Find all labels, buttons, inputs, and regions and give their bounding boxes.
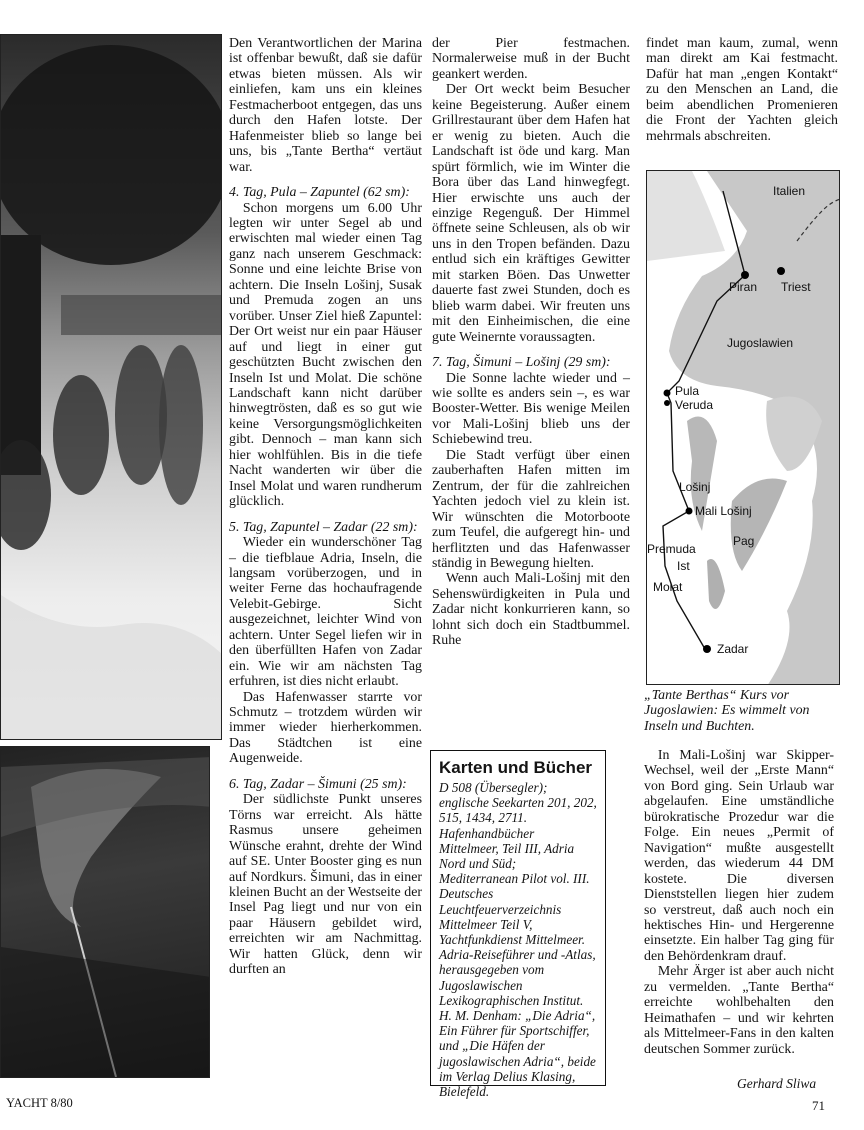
paragraph: Die Stadt verfügt über einen zauberhaften Hafen mitten im Zentrum, der für die zahlreichen Yachten jedoch viel zu klein ist. Wir wünschten die Motorboote zum Teufel, die aufgeregt hin- und herflitzten und das Hafenwasser ständig in Bewegung hielten. <box>432 447 630 571</box>
water-mooring-photo <box>0 746 210 1078</box>
paragraph: Schon morgens um 6.00 Uhr legten wir unter Segel ab und erwischten mal wieder einen Tag ganz nach unserem Geschmack: Sonne und eine leichte Brise von achtern. Die Inseln Lošinj, Susak und Premuda zogen an uns vorüber. Unser Ziel hieß Zapuntel: Der Ort weist nur ein paar Häuser auf und liegt in einer gut geschützten Bucht zwischen den Inseln Ist und Molat. Die schöne Landschaft kann nicht darüber hinwegtrösten, daß es so gut wie keine Versorgungsmöglichkeiten gibt. Dennoch – man kann sich hier wohlfühlen. Bis in die tiefe Nacht wanderten wir über die Insel Molat und waren rundherum glücklich. <box>229 200 422 510</box>
map-caption: „Tante Berthas“ Kurs vor Jugoslawien: Es wimmelt von Inseln und Buchten. <box>644 688 810 734</box>
section-heading-day4: 4. Tag, Pula – Zapuntel (62 sm): <box>229 185 410 201</box>
map-label-piran: Piran <box>729 280 758 294</box>
section-heading-day6: 6. Tag, Zadar – Šimuni (25 sm): <box>229 776 407 792</box>
article-column-3 <box>646 36 838 144</box>
page-number: 71 <box>812 1098 825 1113</box>
map-label-mali-losinj: Mali Lošinj <box>695 504 752 518</box>
article-column-1 <box>229 36 422 978</box>
magazine-issue: YACHT 8/80 <box>6 1096 73 1110</box>
paragraph: Die Sonne lachte wieder und – wie sollte es anders sein –, es war Booster-Wetter. Bis wenige Meilen vor Mali-Lošinj blieb uns der Schiebewind treu. <box>432 370 630 448</box>
sources-box-title: Karten und Bücher <box>439 758 593 777</box>
paragraph: In Mali-Lošinj war Skipper-Wechsel, weil der „Erste Mann“ von Bord ging. Sein Urlaub war abgelaufen. Eine umständliche bürokratische Prozedur war die Folge. Ein neues „Permit of Navigation“ mußte ausgestellt werden, das wiederum 44 DM kostete. Die diversen Dienststellen liegen hier zudem so verstreut, daß auch noch ein hektisches Hin- und Hergerenne einsetzte. Ein halber Tag ging für den Behördenkram drauf. <box>644 748 834 964</box>
article-column-2 <box>432 36 630 649</box>
market-street-photo <box>0 34 222 740</box>
paragraph: Das Hafenwasser starrte vor Schmutz – trotzdem würden wir immer wieder hierherkommen. Das Städtchen ist eine Augenweide. <box>229 689 422 767</box>
paragraph: findet man kaum, zumal, wenn man direkt am Kai festmacht. Dafür hat man „engen Kontakt“ zu den Menschen an Land, die beim abendlichen Promenieren die Front der Yachten gleich mehrmals abschreiten. <box>646 36 838 144</box>
sources-box-body: D 508 (Übersegler); englische Seekarten 201, 202, 515, 1434, 2711. Hafenhandbücher Mittelmeer, Teil III, Adria Nord und Süd; Mediterranean Pilot vol. III. Deutsches Leuchtfeuerverzeichnis Mittelmeer Teil V, Yachtfunkdienst Mittelmeer. Adria-Reiseführer und -Atlas, herausgegeben vom Jugoslawischen Lexikographischen Institut. H. M. Denham: „Die Adria“, Ein Führer für Sportschiffer, und „Die Häfen der jugoslawischen Adria“, beide im Verlag Delius Klasing, Bielefeld. <box>439 780 597 1100</box>
map-label-premuda: Premuda <box>647 542 696 556</box>
water-photo-graphic <box>1 747 210 1078</box>
section-heading-day7: 7. Tag, Šimuni – Lošinj (29 sm): <box>432 355 611 371</box>
author-byline: Gerhard Sliwa <box>737 1076 817 1091</box>
paragraph: Der Ort weckt beim Besucher keine Begeisterung. Außer einem Grillrestaurant über dem Hafen hat er wenig zu bieten. Auch die Landschaft ist öde und karg. Man spürt förmlich, wie im Winter die Bora über das Land hinwegfegt. Hier erwischte uns auch der einzige Regenguß. Der Himmel öffnete seine Schleusen, als ob wir uns in den Tropen befänden. Dazu entlud sich ein kräftiges Gewitter mit starken Böen. Das Unwetter dauerte fast zwei Stunden, doch es blieb warm dabei. Wir freuten uns mit den Einheimischen, die eine gute Weinernte voraussagten. <box>432 82 630 345</box>
map-label-triest: Triest <box>781 280 811 294</box>
map-label-losinj: Lošinj <box>679 480 711 494</box>
map-label-jugoslawien: Jugoslawien <box>727 336 794 350</box>
paragraph: Wieder ein wunderschöner Tag – die tiefblaue Adria, Inseln, die langsam vorüberzogen, und in weiter Ferne das hochaufragende Velebit-Gebirge. Sicht ausgezeichnet, leichter Wind von achtern. Unter Segel liefen wir in den überfüllten Hafen von Zadar ein. Wie wir am nächsten Tag erfuhren, ist dies nicht erlaubt. <box>229 535 422 690</box>
route-map <box>646 170 840 685</box>
article-column-3-continued <box>644 748 834 1057</box>
route-map-graphic <box>647 171 840 685</box>
paragraph: Den Verantwortlichen der Marina ist offenbar bewußt, daß sie dafür etwas bieten müssen. Als wir einliefen, kam uns ein kleines Festmacherboot entgegen, das uns durch den Hafen lotste. Der Hafenmeister blieb so lange bei uns, bis „Tante Bertha“ vertäut war. <box>229 36 422 175</box>
market-photo-graphic <box>1 35 222 740</box>
map-label-zadar: Zadar <box>717 642 749 656</box>
map-label-molat: Molat <box>653 580 683 594</box>
section-heading-day5: 5. Tag, Zapuntel – Zadar (22 sm): <box>229 519 418 535</box>
sources-box <box>430 750 606 1100</box>
paragraph: Der südlichste Punkt unseres Törns war erreicht. Als hätte Rasmus unsere geheimen Wünsche erahnt, drehte der Wind auf SE. Unter Booster ging es nun auf Nordkurs. Šimuni, das in einer kleinen Bucht an der Westseite der Insel Pag liegt und nur von ein paar Häusern gebildet wird, erreichten wir am Nachmittag. Wir hatten Glück, denn wir durften an <box>229 792 422 978</box>
paragraph: Wenn auch Mali-Lošinj mit den Sehenswürdigkeiten in Pula und Zadar nicht konkurrieren kann, so lohnt sich doch ein Stadtbummel. Ruhe <box>432 571 630 649</box>
map-label-pag: Pag <box>733 534 755 548</box>
map-label-veruda: Veruda <box>675 398 714 412</box>
map-label-italien: Italien <box>773 184 806 198</box>
map-label-pula: Pula <box>675 384 700 398</box>
map-label-ist: Ist <box>677 559 690 573</box>
paragraph: der Pier festmachen. Normalerweise muß in der Bucht geankert werden. <box>432 36 630 82</box>
paragraph: Mehr Ärger ist aber auch nicht zu vermelden. „Tante Bertha“ erreichte wohlbehalten den Heimathafen – und wir kehrten als Mittelmeer-Fans in den kalten deutschen Sommer zurück. <box>644 964 834 1057</box>
